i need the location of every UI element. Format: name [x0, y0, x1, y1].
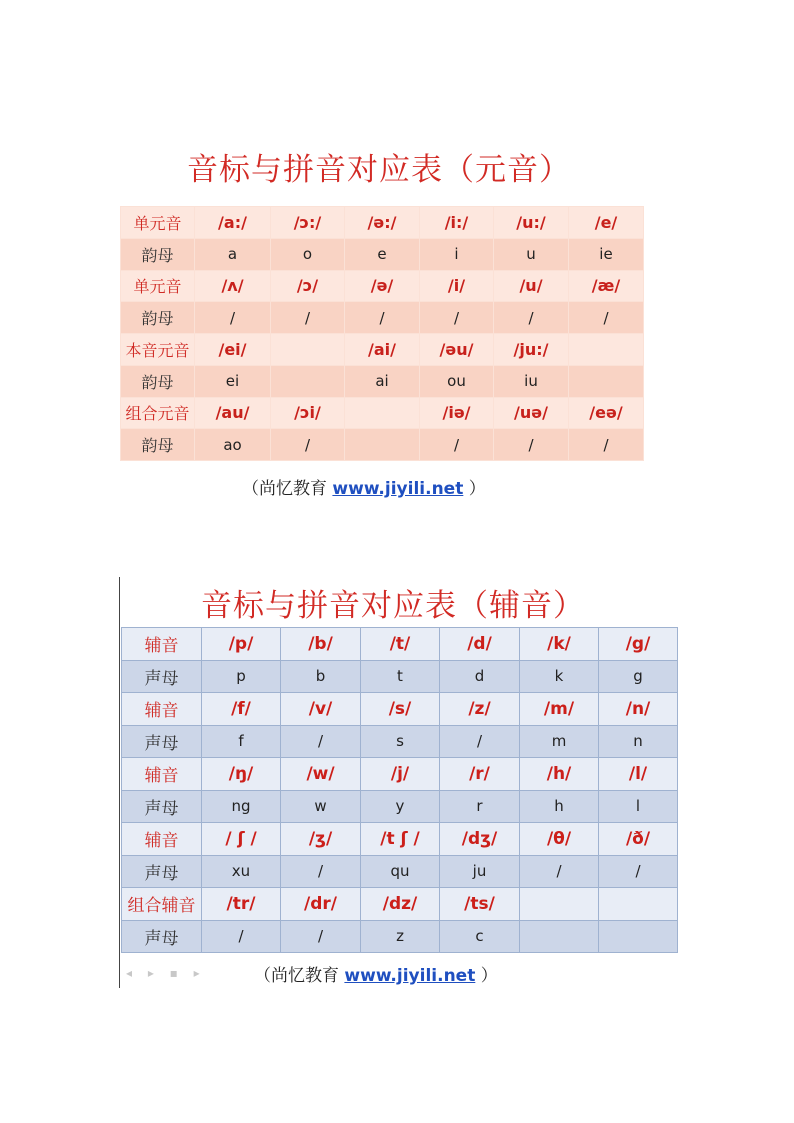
consonant-symbol-cell: /f/: [202, 693, 281, 726]
consonant-pinyin-cell: /: [281, 920, 361, 953]
vowel-symbol-cell: /a:/: [195, 207, 271, 239]
vowel-symbol-cell: /u:/: [494, 207, 569, 239]
consonant-symbol-cell: /j/: [361, 758, 440, 791]
vowel-pinyin-cell: /: [271, 302, 345, 334]
consonant-pinyin-cell: [599, 920, 678, 953]
vowel-symbol-cell: /u/: [494, 270, 569, 302]
consonant-pinyin-cell: c: [440, 920, 520, 953]
credit-line: [242, 474, 486, 499]
consonant-pinyin-cell: w: [281, 790, 361, 823]
vowel-row-header: 单元音: [121, 270, 195, 302]
vowel-pinyin-cell: ao: [195, 429, 271, 461]
consonant-symbol-cell: /p/: [202, 628, 281, 661]
consonant-row-header: 声母: [122, 725, 202, 758]
website-link[interactable]: www.jiyili.net: [344, 966, 476, 986]
consonant-symbol-cell: /dz/: [361, 888, 440, 921]
consonant-row: [122, 660, 678, 693]
consonant-pinyin-cell: qu: [361, 855, 440, 888]
vowel-row: [121, 365, 644, 397]
vowel-pinyin-cell: [345, 429, 420, 461]
consonant-pinyin-cell: /: [520, 855, 599, 888]
page-border-line: [119, 577, 120, 988]
vowel-symbol-cell: /æ/: [569, 270, 644, 302]
consonant-symbol-cell: /dr/: [281, 888, 361, 921]
consonant-symbol-cell: /t ʃ /: [361, 823, 440, 856]
consonant-row-header: 声母: [122, 790, 202, 823]
vowel-pinyin-cell: /: [494, 429, 569, 461]
consonant-symbol-cell: /ð/: [599, 823, 678, 856]
vowel-symbol-cell: /ə:/: [345, 207, 420, 239]
consonant-pinyin-cell: f: [202, 725, 281, 758]
consonant-row: [122, 758, 678, 791]
consonant-row: [122, 628, 678, 661]
vowel-pinyin-cell: i: [420, 238, 494, 270]
consonant-pinyin-cell: n: [599, 725, 678, 758]
consonant-pinyin-cell: d: [440, 660, 520, 693]
vowel-pinyin-cell: ie: [569, 238, 644, 270]
vowel-symbol-cell: /i/: [420, 270, 494, 302]
consonant-row-header: 辅音: [122, 823, 202, 856]
consonant-row-header: 辅音: [122, 693, 202, 726]
vowel-pinyin-cell: /: [494, 302, 569, 334]
consonant-pinyin-cell: [520, 920, 599, 953]
consonant-table-title: 音标与拼音对应表（辅音）: [201, 588, 585, 624]
vowel-symbol-cell: /e/: [569, 207, 644, 239]
consonant-pinyin-cell: l: [599, 790, 678, 823]
vowel-pinyin-cell: ou: [420, 365, 494, 397]
vowel-pinyin-cell: ai: [345, 365, 420, 397]
vowel-symbol-cell: /ɔi/: [271, 397, 345, 429]
consonant-symbol-cell: /b/: [281, 628, 361, 661]
consonant-row: [122, 725, 678, 758]
consonant-row: [122, 920, 678, 953]
consonant-pinyin-cell: t: [361, 660, 440, 693]
vowel-pinyin-cell: a: [195, 238, 271, 270]
consonant-pinyin-cell: b: [281, 660, 361, 693]
vowel-symbol-cell: /i:/: [420, 207, 494, 239]
vowel-row-header: 韵母: [121, 365, 195, 397]
credit-line-2: [254, 961, 498, 986]
vowel-pinyin-cell: iu: [494, 365, 569, 397]
consonant-pinyin-cell: s: [361, 725, 440, 758]
consonant-symbol-cell: /h/: [520, 758, 599, 791]
consonant-row: [122, 823, 678, 856]
consonant-symbol-cell: /dʒ/: [440, 823, 520, 856]
consonant-row-header: 辅音: [122, 628, 202, 661]
credit-open: （尚忆教育: [242, 479, 333, 499]
consonant-symbol-cell: /tr/: [202, 888, 281, 921]
vowel-pinyin-cell: /: [420, 429, 494, 461]
consonant-pinyin-cell: y: [361, 790, 440, 823]
consonant-symbol-cell: /l/: [599, 758, 678, 791]
vowel-symbol-cell: [271, 334, 345, 366]
vowel-table-title: 音标与拼音对应表（元音）: [187, 152, 571, 188]
vowel-row: [121, 429, 644, 461]
vowel-row-header: 本音元音: [121, 334, 195, 366]
vowel-row: [121, 302, 644, 334]
consonant-row-header: 组合辅音: [122, 888, 202, 921]
vowel-symbol-cell: /ɔ:/: [271, 207, 345, 239]
consonant-pinyin-cell: ju: [440, 855, 520, 888]
vowel-row: [121, 270, 644, 302]
vowel-row: [121, 334, 644, 366]
vowel-symbol-cell: /ei/: [195, 334, 271, 366]
consonant-symbol-cell: /g/: [599, 628, 678, 661]
consonant-pinyin-cell: p: [202, 660, 281, 693]
credit-open: （尚忆教育: [254, 966, 345, 986]
consonant-pinyin-cell: /: [440, 725, 520, 758]
credit-close: ）: [463, 479, 486, 499]
consonant-pinyin-cell: k: [520, 660, 599, 693]
vowel-symbol-cell: /eə/: [569, 397, 644, 429]
vowel-pinyin-cell: /: [420, 302, 494, 334]
consonant-row: [122, 790, 678, 823]
vowel-symbol-cell: /ai/: [345, 334, 420, 366]
consonant-symbol-cell: /m/: [520, 693, 599, 726]
vowel-row: [121, 397, 644, 429]
consonant-row: [122, 693, 678, 726]
consonant-table: [121, 627, 678, 953]
vowel-row-header: 单元音: [121, 207, 195, 239]
consonant-row-header: 辅音: [122, 758, 202, 791]
consonant-pinyin-cell: m: [520, 725, 599, 758]
vowel-pinyin-cell: /: [569, 429, 644, 461]
consonant-symbol-cell: /n/: [599, 693, 678, 726]
website-link[interactable]: www.jiyili.net: [332, 479, 464, 499]
vowel-symbol-cell: /ɔ/: [271, 270, 345, 302]
consonant-row-header: 声母: [122, 855, 202, 888]
consonant-symbol-cell: /ʒ/: [281, 823, 361, 856]
consonant-symbol-cell: /w/: [281, 758, 361, 791]
vowel-pinyin-cell: ei: [195, 365, 271, 397]
vowel-row-header: 组合元音: [121, 397, 195, 429]
consonant-symbol-cell: /v/: [281, 693, 361, 726]
consonant-pinyin-cell: ng: [202, 790, 281, 823]
consonant-symbol-cell: /θ/: [520, 823, 599, 856]
consonant-row-header: 声母: [122, 660, 202, 693]
vowel-symbol-cell: /əu/: [420, 334, 494, 366]
vowel-row-header: 韵母: [121, 302, 195, 334]
vowel-row-header: 韵母: [121, 238, 195, 270]
consonant-symbol-cell: /z/: [440, 693, 520, 726]
vowel-pinyin-cell: [569, 365, 644, 397]
slide-nav-icons: ◂ ▸ ▪ ▸: [126, 966, 206, 980]
consonant-symbol-cell: [520, 888, 599, 921]
vowel-pinyin-cell: u: [494, 238, 569, 270]
consonant-row: [122, 888, 678, 921]
consonant-pinyin-cell: /: [281, 855, 361, 888]
consonant-pinyin-cell: r: [440, 790, 520, 823]
vowel-symbol-cell: [345, 397, 420, 429]
consonant-pinyin-cell: /: [281, 725, 361, 758]
consonant-symbol-cell: [599, 888, 678, 921]
vowel-table: [120, 206, 644, 461]
credit-close: ）: [475, 966, 498, 986]
vowel-pinyin-cell: /: [569, 302, 644, 334]
consonant-pinyin-cell: xu: [202, 855, 281, 888]
vowel-pinyin-cell: e: [345, 238, 420, 270]
consonant-symbol-cell: / ʃ /: [202, 823, 281, 856]
consonant-symbol-cell: /r/: [440, 758, 520, 791]
consonant-symbol-cell: /t/: [361, 628, 440, 661]
consonant-row-header: 声母: [122, 920, 202, 953]
consonant-pinyin-cell: g: [599, 660, 678, 693]
vowel-pinyin-cell: /: [345, 302, 420, 334]
consonant-symbol-cell: /ŋ/: [202, 758, 281, 791]
vowel-symbol-cell: [569, 334, 644, 366]
consonant-symbol-cell: /s/: [361, 693, 440, 726]
vowel-pinyin-cell: /: [271, 429, 345, 461]
consonant-pinyin-cell: h: [520, 790, 599, 823]
consonant-symbol-cell: /d/: [440, 628, 520, 661]
vowel-symbol-cell: /iə/: [420, 397, 494, 429]
vowel-row-header: 韵母: [121, 429, 195, 461]
vowel-pinyin-cell: o: [271, 238, 345, 270]
vowel-pinyin-cell: /: [195, 302, 271, 334]
vowel-row: [121, 207, 644, 239]
consonant-pinyin-cell: /: [202, 920, 281, 953]
vowel-row: [121, 238, 644, 270]
consonant-row: [122, 855, 678, 888]
vowel-symbol-cell: /uə/: [494, 397, 569, 429]
vowel-pinyin-cell: [271, 365, 345, 397]
vowel-symbol-cell: /ə/: [345, 270, 420, 302]
vowel-symbol-cell: /ʌ/: [195, 270, 271, 302]
consonant-symbol-cell: /k/: [520, 628, 599, 661]
vowel-symbol-cell: /ju:/: [494, 334, 569, 366]
vowel-symbol-cell: /au/: [195, 397, 271, 429]
consonant-pinyin-cell: /: [599, 855, 678, 888]
consonant-pinyin-cell: z: [361, 920, 440, 953]
consonant-symbol-cell: /ts/: [440, 888, 520, 921]
